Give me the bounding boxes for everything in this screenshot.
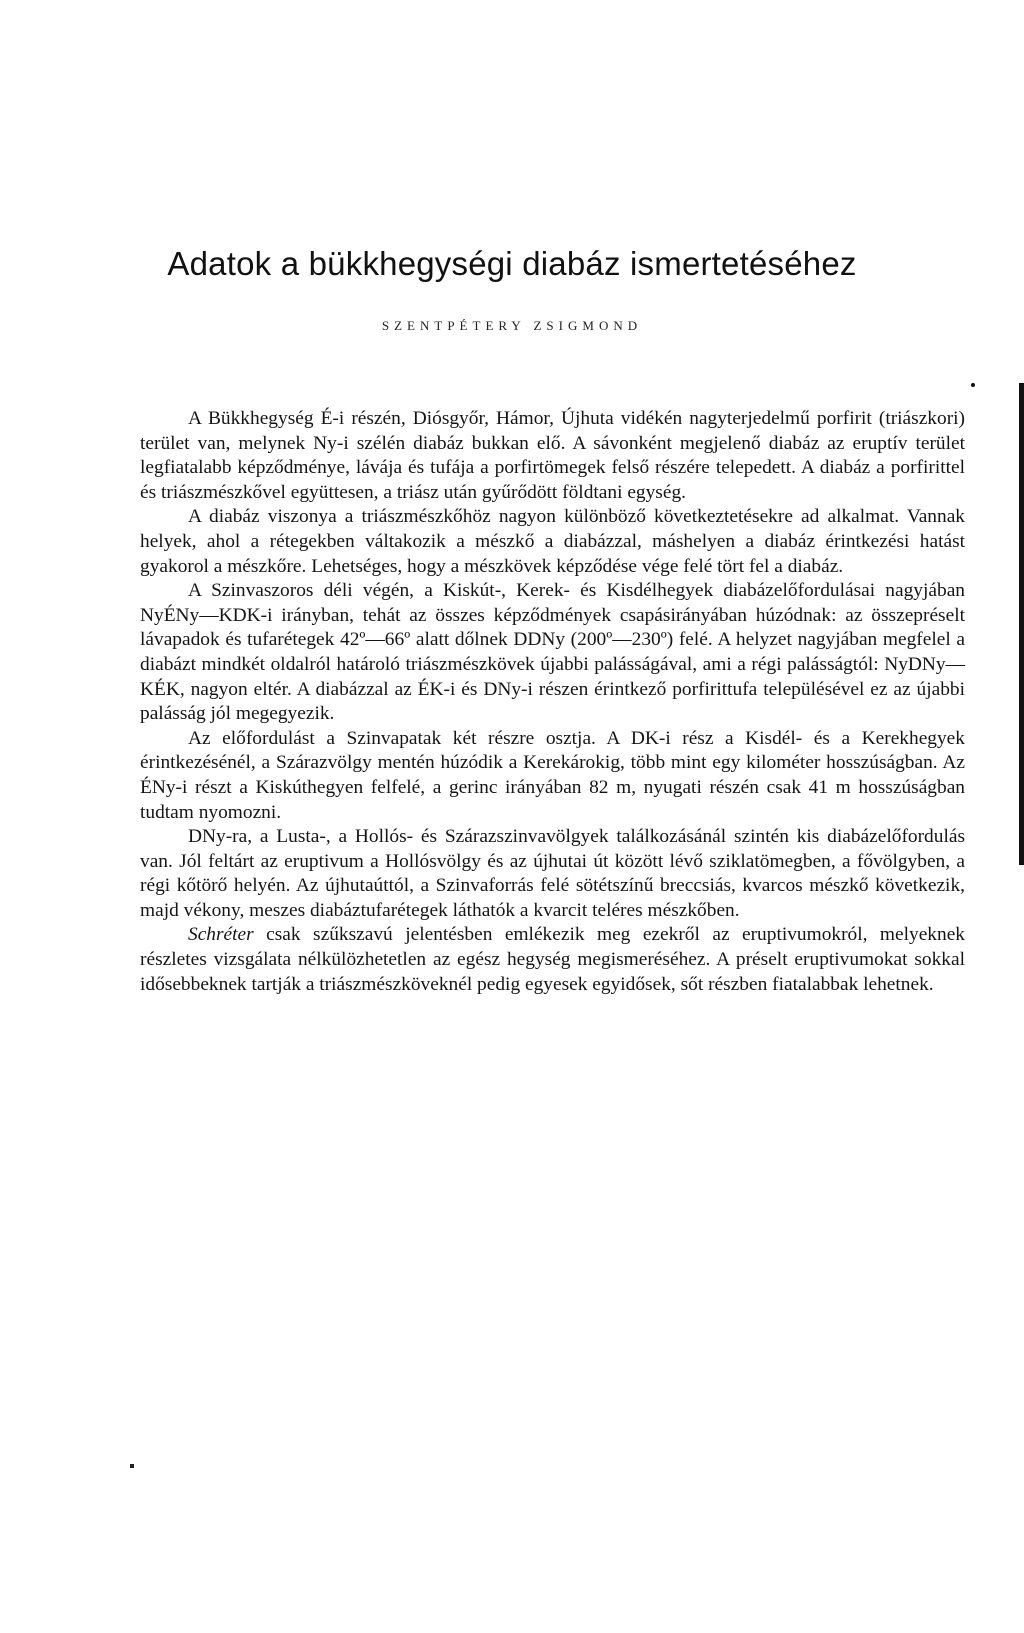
scan-margin-bar: [1019, 383, 1024, 865]
paragraph-4: Az előfordulást a Szinvapatak két részre osztja. A DK-i rész a Kisdél- és a Kerekhegyek érintkezésénél, a Szárazvölgy mentén húzódik a Kerekárokig, több mint egy kilométer hosszúságban. Az ÉNy-i részt a Kiskúthegyen felfelé, a gerinc irányában 82 m, nyugati részén csak 41 m hosszúságban tudtam nyomozni.: [140, 727, 965, 823]
paragraph-6-text: csak szűkszavú jelentésben emlékezik meg ezekről az eruptivumokról, melyeknek részletes vizsgálata nélkülözhetetlen az egész hegység megismeréséhez. A préselt eruptivumokat sokkal idősebbeknek tartják a triászmészköveknél pedig egyesek egyidősek, sőt részben fiatalabbak lehetnek.: [140, 924, 965, 995]
cited-author-name: Schréter: [188, 924, 254, 946]
scan-speck-mark: [971, 383, 975, 387]
paragraph-3: A Szinvaszoros déli végén, a Kiskút-, Kerek- és Kisdélhegyek diabázelőfordulásai nagyjában NyÉNy—KDK-i irányban, tehát az összes képződmények csapásirányában húzódnak: az összepréselt lávapadok és tufarétegek 42º—66º alatt dőlnek DDNy (200º—230º) felé. A helyzet nagyjában megfelel a diabázt mindkét oldalról határoló triászmészkövek újabbi palásságával, ami a régi palásságtól: NyDNy—KÉK, nagyon eltér. A diabázzal az ÉK-i és DNy-i részen érintkező porfirittufa településével ez az újabbi palásság jól megegyezik.: [140, 580, 965, 725]
article-author: SZENTPÉTERY ZSIGMOND: [381, 318, 643, 333]
paragraph-1: A Bükkhegység É-i részén, Diósgyőr, Hámor, Újhuta vidékén nagyterjedelmű porfirit (triászkori) terület van, melynek Ny-i szélén diabáz bukkan elő. A sávonként megjelenő diabáz az eruptív terület legfiatalabb képződménye, lávája és tufája a porfirtömegek felső részére telepedett. A diabáz a porfirittel és triászmészkővel együttesen, a triász után gyűrődött földtani egység.: [140, 408, 965, 503]
paragraph-2: A diabáz viszonya a triászmészkőhöz nagyon különböző következtetésekre ad alkalmat. Vannak helyek, ahol a rétegekben váltakozik a mészkő a diabázzal, máshelyen a diabáz érintkezési hatást gyakorol a mészkőre. Lehetséges, hogy a mészkövek képződése vége felé tört fel a diabáz.: [140, 506, 965, 577]
article-title: Adatok a bükkhegységi diabáz ismertetéséhez: [167, 245, 857, 282]
paragraph-6: [140, 923, 965, 997]
paragraph-5: DNy-ra, a Lusta-, a Hollós- és Szárazszinvavölgyek találkozásánál szintén kis diabázelőfordulás van. Jól feltárt az eruptivum a Hollósvölgy és az újhutai út között lévő sziklatömegben, a fővölgyben, a régi kőtörő helyén. Az újhutaúttól, a Szinvaforrás felé sötétszínű breccsiás, kvarcos mészkő következik, majd vékony, meszes diabáztufarétegek láthatók a kvarcit teléres mészkőben.: [140, 826, 965, 921]
article-body: [140, 407, 965, 997]
scan-corner-mark: [130, 1464, 134, 1468]
